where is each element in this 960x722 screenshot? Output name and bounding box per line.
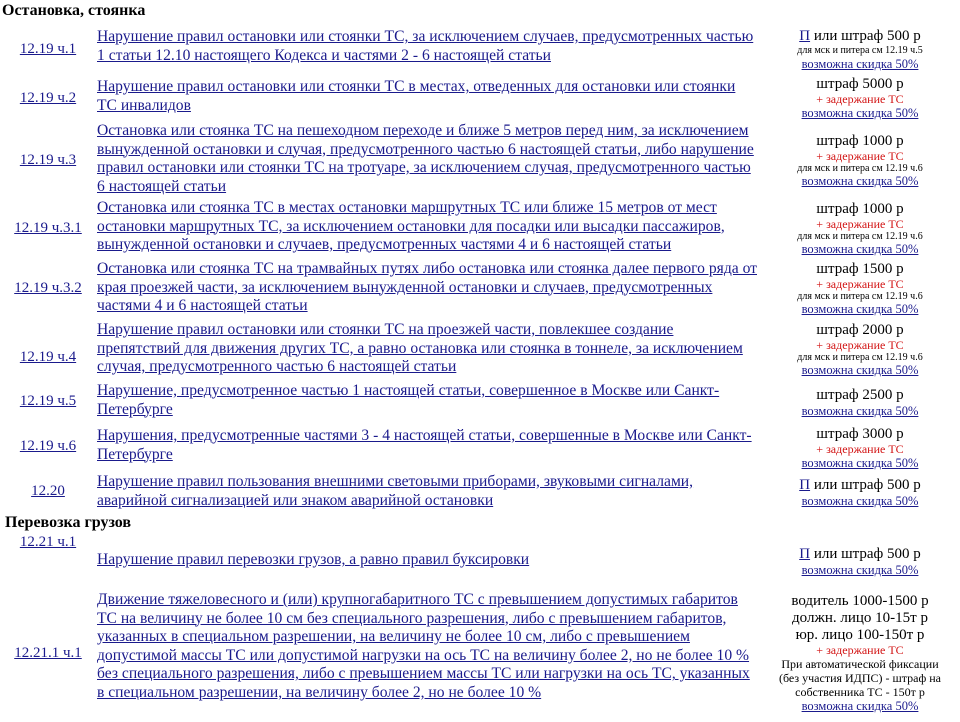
article-link[interactable]: 12.21 ч.1 [19, 533, 77, 550]
description-link[interactable]: Нарушение правил остановки или стоянки ТС, за исключением случаев, предусмотренных частью 1 статьи 12.10 настоящего Кодекса и частями 2 - 6 настоящей статьи [97, 28, 754, 64]
article-link[interactable]: 12.21.1 ч.1 [14, 644, 82, 661]
description-link[interactable]: Движение тяжеловесного и (или) крупногабаритного ТС с превышением допустимых габаритов ТС на величину не более 10 см без специального разрешения, либо с превышением габаритов, указанных в специальном разрешении, на величину не более 10 см, либо с превышением допустимой массы ТС или допустимой нагрузки на ось ТС на величину более 2, но не более 10 % без специального разрешения, либо с превышением массы ТС или нагрузки на ось ТС, указанных в специальном разрешении, на величину более 2, но не более 10 % [97, 591, 750, 701]
article-link[interactable]: 12.19 ч.3.2 [14, 279, 82, 296]
discount-link[interactable]: возможна скидка 50% [801, 301, 919, 316]
table-row [0, 258, 960, 318]
description-link[interactable]: Остановка или стоянка ТС в местах остановки маршрутных ТС или ближе 15 метров от мест остановки маршрутных ТС, за исключением остановки для посадки или высадки пассажиров, вынужденной остановки и случаев, предусмотренных частями 4 и 6 настоящей статьи [97, 199, 725, 254]
detention-note: + задержание ТС [816, 148, 904, 163]
description-link[interactable]: Нарушение правил остановки или стоянки ТС на проезжей части, повлекшее создание препятствий для движения других ТС, а равно остановка или стоянка в тоннеле, за исключением случая, предусмотренного частью 6 настоящей статьи [97, 321, 743, 376]
fine-amount: штраф 1000 р [816, 200, 904, 217]
table-row [0, 198, 960, 258]
description-link[interactable]: Нарушение, предусмотренное частью 1 настоящей статьи, совершенное в Москве или Санкт-Петербурге [97, 382, 720, 418]
discount-link[interactable]: возможна скидка 50% [801, 493, 919, 508]
article-link[interactable]: 12.19 ч.5 [19, 392, 77, 409]
detention-note: + задержание ТС [816, 276, 904, 291]
discount-link[interactable]: возможна скидка 50% [801, 241, 919, 256]
table-row [0, 319, 960, 379]
article-link[interactable]: 12.19 ч.6 [19, 437, 77, 454]
fine-amount: штраф 3000 р [816, 426, 904, 442]
article-link[interactable]: 12.20 [31, 482, 65, 499]
discount-link[interactable]: возможна скидка 50% [801, 562, 919, 577]
fine-amount: П или штраф 500 р [799, 27, 921, 44]
fine-amount: штраф 5000 р [816, 76, 904, 92]
detention-note: + задержание ТС [816, 442, 904, 456]
discount-link[interactable]: возможна скидка 50% [801, 362, 919, 377]
discount-link[interactable]: возможна скидка 50% [801, 173, 919, 188]
fine-note: для мск и питера см 12.19 ч.6 [797, 162, 923, 174]
article-link[interactable]: 12.19 ч.1 [19, 40, 77, 57]
penalty-link[interactable]: П [799, 545, 811, 562]
fine-legal-entity: юр. лицо 100-150т р [795, 627, 925, 643]
section-title-stopping: Остановка, стоянка [2, 2, 146, 19]
discount-link[interactable]: возможна скидка 50% [801, 699, 919, 713]
article-link[interactable]: 12.19 ч.2 [19, 89, 77, 106]
detention-note: + задержание ТС [816, 337, 904, 352]
table-row [0, 75, 960, 121]
penalty-link[interactable]: П [799, 27, 811, 44]
article-link[interactable]: 12.19 ч.3 [19, 151, 77, 168]
fine-amount: штраф 2000 р [816, 321, 904, 338]
description-link[interactable]: Нарушение правил перевозки грузов, а равно правил буксировки [97, 551, 530, 568]
fine-official: должн. лицо 10-15т р [792, 610, 928, 626]
fine-note: для мск и питера см 12.19 ч.6 [797, 230, 923, 242]
fine-amount: П или штраф 500 р [799, 545, 921, 562]
table-row [0, 380, 960, 424]
discount-link[interactable]: возможна скидка 50% [801, 403, 919, 418]
table-row [0, 122, 960, 198]
detention-note: + задержание ТС [816, 643, 904, 657]
description-link[interactable]: Нарушения, предусмотренные частями 3 - 4 настоящей статьи, совершенные в Москве или Санкт-Петербурге [97, 427, 752, 463]
table-row [0, 533, 960, 581]
fine-amount: П или штраф 500 р [799, 476, 921, 493]
fine-driver: водитель 1000-1500 р [791, 593, 929, 609]
description-link[interactable]: Остановка или стоянка ТС на трамвайных путях либо остановка или стоянка далее первого ряда от края проезжей части, за исключением вынужденной остановки и случаев, предусмотренных частями 4 и 6 настоящей статьи [97, 260, 757, 315]
table-row [0, 424, 960, 472]
detention-note: + задержание ТС [816, 216, 904, 231]
table-row [0, 26, 960, 72]
table-row [0, 584, 960, 722]
penalty-link[interactable]: П [799, 476, 811, 493]
discount-link[interactable]: возможна скидка 50% [801, 106, 919, 120]
description-link[interactable]: Остановка или стоянка ТС на пешеходном переходе и ближе 5 метров перед ним, за исключением вынужденной остановки и случая, предусмотренного частью 6 настоящей статьи, либо нарушение правил остановки или стоянки ТС на тротуаре, за исключением случая, предусмотренного частью 6 настоящей статьи [97, 122, 754, 195]
detention-note: + задержание ТС [816, 92, 904, 106]
description-link[interactable]: Нарушение правил остановки или стоянки ТС в местах, отведенных для остановки или стоянки ТС инвалидов [97, 78, 736, 114]
fine-note: для мск и питера см 12.19 ч.5 [797, 44, 923, 56]
discount-link[interactable]: возможна скидка 50% [801, 56, 919, 71]
section-title-cargo: Перевозка грузов [5, 514, 132, 531]
fine-amount: штраф 2500 р [816, 386, 904, 403]
auto-fixation-note: При автоматической фиксации (без участия ИДПС) - штраф на собственника ТС - 150т р [778, 657, 942, 699]
fine-note: для мск и питера см 12.19 ч.6 [797, 351, 923, 363]
fine-amount: штраф 1000 р [816, 132, 904, 149]
fine-amount: штраф 1500 р [816, 260, 904, 277]
description-link[interactable]: Нарушение правил пользования внешними световыми приборами, звуковыми сигналами, аварийной сигнализацией или знаком аварийной остановки [97, 473, 694, 509]
article-link[interactable]: 12.19 ч.4 [19, 348, 77, 365]
table-row [0, 472, 960, 512]
article-link[interactable]: 12.19 ч.3.1 [14, 219, 82, 236]
fine-note: для мск и питера см 12.19 ч.6 [797, 290, 923, 302]
discount-link[interactable]: возможна скидка 50% [801, 456, 919, 470]
